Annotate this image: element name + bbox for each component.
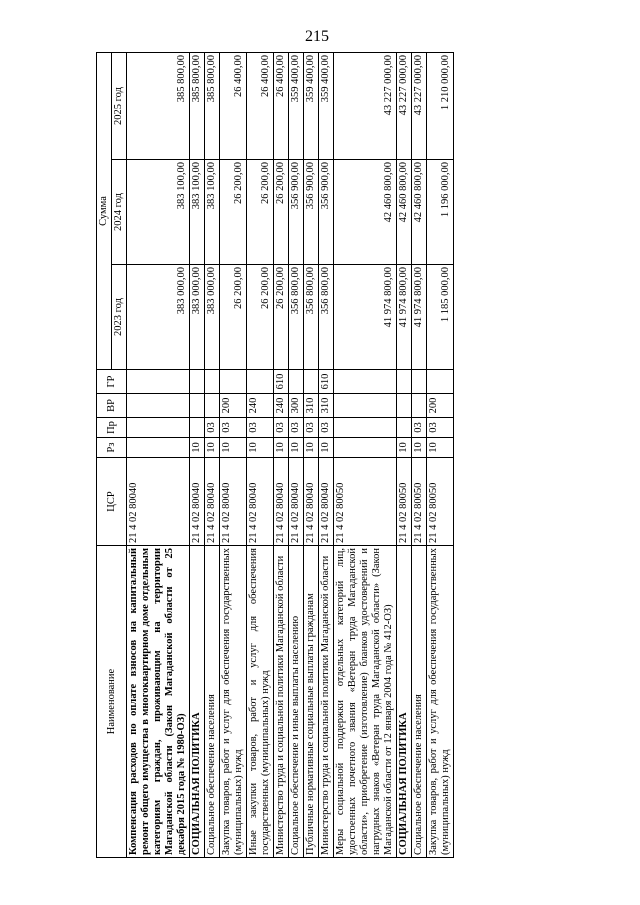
table-cell-2023: 26 200,00 <box>247 265 274 370</box>
table-cell-csr: 21 4 02 80040 <box>247 458 274 546</box>
table-row <box>274 53 289 858</box>
table-cell-2025: 1 210 000,00 <box>427 53 454 160</box>
table-cell-vr <box>127 394 190 418</box>
table-cell-gr <box>334 370 397 394</box>
table-cell-vr: 200 <box>220 394 247 418</box>
table-cell-name: Социальное обеспечение и иные выплаты населению <box>289 546 304 858</box>
table-cell-csr: 21 4 02 80040 <box>205 458 220 546</box>
table-cell-gr <box>412 370 427 394</box>
table-row <box>334 53 397 858</box>
table-cell-2024: 42 460 800,00 <box>412 160 427 265</box>
table-cell-name: Закупка товаров, работ и услуг для обеспечения государственных (муниципальных) нужд <box>220 546 247 858</box>
table-cell-name: Социальное обеспечение населения <box>205 546 220 858</box>
table-cell-2024: 356 900,00 <box>319 160 334 265</box>
table-row <box>190 53 205 858</box>
table-cell-pr: 03 <box>289 418 304 438</box>
table-cell-name: Компенсация расходов по оплате взносов на капитальный ремонт общего имущества в многоквартирном доме отдельным категориям граждан, проживающим на территории Магаданской области (Закон Магаданской области от 25 декабря 2015 года № 1980-ОЗ) <box>127 546 190 858</box>
table-cell-rz: 10 <box>412 438 427 458</box>
table-cell-name: Социальное обеспечение населения <box>412 546 427 858</box>
table-cell-gr: 610 <box>319 370 334 394</box>
table-cell-name: СОЦИАЛЬНАЯ ПОЛИТИКА <box>190 546 205 858</box>
table-cell-pr: 03 <box>274 418 289 438</box>
table-cell-2024: 26 200,00 <box>247 160 274 265</box>
table-cell-2023: 26 200,00 <box>274 265 289 370</box>
table-cell-2024: 383 100,00 <box>205 160 220 265</box>
table-cell-vr: 240 <box>274 394 289 418</box>
header-csr: ЦСР <box>97 458 127 546</box>
header-sum: Сумма <box>97 53 112 370</box>
table-cell-2023: 383 000,00 <box>205 265 220 370</box>
table-cell-gr <box>205 370 220 394</box>
table-row <box>304 53 319 858</box>
table-cell-rz: 10 <box>247 438 274 458</box>
table-cell-rz: 10 <box>190 438 205 458</box>
table-cell-2025: 385 800,00 <box>127 53 190 160</box>
table-cell-2024: 26 200,00 <box>274 160 289 265</box>
table-cell-rz: 10 <box>304 438 319 458</box>
header-pr: Пр <box>97 418 127 438</box>
table-row <box>319 53 334 858</box>
table-cell-csr: 21 4 02 80040 <box>274 458 289 546</box>
header-2024: 2024 год <box>112 160 127 265</box>
table-cell-gr <box>220 370 247 394</box>
header-rz: Рз <box>97 438 127 458</box>
table-cell-pr <box>334 418 397 438</box>
table-row <box>205 53 220 858</box>
table-cell-csr: 21 4 02 80050 <box>412 458 427 546</box>
table-cell-2024: 356 900,00 <box>289 160 304 265</box>
table-cell-2025: 359 400,00 <box>304 53 319 160</box>
header-gr: ГР <box>97 370 127 394</box>
table-cell-pr <box>190 418 205 438</box>
table-cell-rz: 10 <box>220 438 247 458</box>
header-2025: 2025 год <box>112 53 127 160</box>
table-row <box>427 53 454 858</box>
table-cell-2025: 26 400,00 <box>247 53 274 160</box>
table-cell-pr: 03 <box>319 418 334 438</box>
table-row <box>289 53 304 858</box>
table-cell-2024: 26 200,00 <box>220 160 247 265</box>
table-row <box>247 53 274 858</box>
table-cell-2024: 383 100,00 <box>127 160 190 265</box>
table-cell-2023: 41 974 800,00 <box>334 265 397 370</box>
table-cell-2023: 356 800,00 <box>304 265 319 370</box>
table-cell-vr <box>190 394 205 418</box>
page-number: 215 <box>305 28 329 45</box>
table-cell-gr: 610 <box>274 370 289 394</box>
table-cell-name: Меры социальной поддержки отдельных категорий лиц, удостоенных почетного звания «Ветеран труда Магаданской области», приобретение (изготовление) бланков удостоверений и нагрудных знаков «Ветеран труда Магаданской области» (Закон Магаданской области от 12 января 2004 года № 412-ОЗ) <box>334 546 397 858</box>
table-cell-csr: 21 4 02 80050 <box>334 458 397 546</box>
table-cell-2025: 26 400,00 <box>220 53 247 160</box>
table-row <box>220 53 247 858</box>
table-cell-2025: 359 400,00 <box>289 53 304 160</box>
header-name: Наименование <box>97 546 127 858</box>
table-cell-2025: 359 400,00 <box>319 53 334 160</box>
table-cell-gr <box>190 370 205 394</box>
table-cell-csr: 21 4 02 80050 <box>397 458 412 546</box>
table-cell-vr: 300 <box>289 394 304 418</box>
table-cell-csr: 21 4 02 80040 <box>319 458 334 546</box>
table-cell-vr <box>334 394 397 418</box>
table-cell-gr <box>304 370 319 394</box>
table-cell-vr <box>205 394 220 418</box>
table-cell-2023: 41 974 800,00 <box>397 265 412 370</box>
table-cell-2024: 356 900,00 <box>304 160 319 265</box>
table-cell-2023: 41 974 800,00 <box>412 265 427 370</box>
table-cell-rz <box>334 438 397 458</box>
table-cell-csr: 21 4 02 80040 <box>190 458 205 546</box>
table-cell-2023: 26 200,00 <box>220 265 247 370</box>
table-cell-name: Министерство труда и социальной политики Магаданской области <box>319 546 334 858</box>
table-cell-2023: 383 000,00 <box>127 265 190 370</box>
table-cell-pr <box>397 418 412 438</box>
table-cell-rz: 10 <box>274 438 289 458</box>
table-cell-rz: 10 <box>427 438 454 458</box>
table-cell-rz: 10 <box>319 438 334 458</box>
table-cell-2024: 383 100,00 <box>190 160 205 265</box>
table-cell-csr: 21 4 02 80040 <box>220 458 247 546</box>
table-cell-rz: 10 <box>397 438 412 458</box>
table-cell-2024: 42 460 800,00 <box>397 160 412 265</box>
table-cell-2024: 1 196 000,00 <box>427 160 454 265</box>
rotated-table-container <box>96 53 551 858</box>
header-2023: 2023 год <box>112 265 127 370</box>
table-cell-gr <box>427 370 454 394</box>
table-cell-2025: 385 800,00 <box>205 53 220 160</box>
table-cell-pr <box>127 418 190 438</box>
table-cell-csr: 21 4 02 80040 <box>304 458 319 546</box>
table-cell-vr <box>412 394 427 418</box>
table-cell-name: СОЦИАЛЬНАЯ ПОЛИТИКА <box>397 546 412 858</box>
table-cell-2025: 385 800,00 <box>190 53 205 160</box>
budget-table <box>96 52 454 858</box>
table-cell-rz: 10 <box>205 438 220 458</box>
table-cell-name: Публичные нормативные социальные выплаты гражданам <box>304 546 319 858</box>
table-cell-pr: 03 <box>247 418 274 438</box>
table-cell-gr <box>397 370 412 394</box>
table-cell-gr <box>289 370 304 394</box>
table-cell-pr: 03 <box>205 418 220 438</box>
table-cell-csr: 21 4 02 80050 <box>427 458 454 546</box>
table-row <box>127 53 190 858</box>
table-cell-pr: 03 <box>427 418 454 438</box>
table-cell-csr: 21 4 02 80040 <box>127 458 190 546</box>
table-row <box>412 53 427 858</box>
header-vr: ВР <box>97 394 127 418</box>
table-cell-rz: 10 <box>289 438 304 458</box>
table-cell-2023: 1 185 000,00 <box>427 265 454 370</box>
table-cell-2024: 42 460 800,00 <box>334 160 397 265</box>
table-cell-2025: 43 227 000,00 <box>397 53 412 160</box>
table-cell-pr: 03 <box>412 418 427 438</box>
table-body <box>127 53 454 858</box>
table-cell-2025: 26 400,00 <box>274 53 289 160</box>
table-cell-name: Иные закупки товаров, работ и услуг для обеспечения государственных (муниципальных) нужд <box>247 546 274 858</box>
table-cell-vr <box>397 394 412 418</box>
table-cell-rz <box>127 438 190 458</box>
table-cell-vr: 310 <box>319 394 334 418</box>
table-cell-2023: 356 800,00 <box>319 265 334 370</box>
table-cell-2025: 43 227 000,00 <box>412 53 427 160</box>
table-cell-pr: 03 <box>304 418 319 438</box>
table-cell-2023: 383 000,00 <box>190 265 205 370</box>
table-cell-vr: 200 <box>427 394 454 418</box>
table-cell-name: Министерство труда и социальной политики Магаданской области <box>274 546 289 858</box>
table-cell-name: Закупка товаров, работ и услуг для обеспечения государственных (муниципальных) нужд <box>427 546 454 858</box>
table-cell-vr: 310 <box>304 394 319 418</box>
table-cell-vr: 240 <box>247 394 274 418</box>
table-cell-2023: 356 800,00 <box>289 265 304 370</box>
table-cell-pr: 03 <box>220 418 247 438</box>
table-cell-2025: 43 227 000,00 <box>334 53 397 160</box>
table-row <box>397 53 412 858</box>
table-cell-csr: 21 4 02 80040 <box>289 458 304 546</box>
table-cell-gr <box>127 370 190 394</box>
table-cell-gr <box>247 370 274 394</box>
